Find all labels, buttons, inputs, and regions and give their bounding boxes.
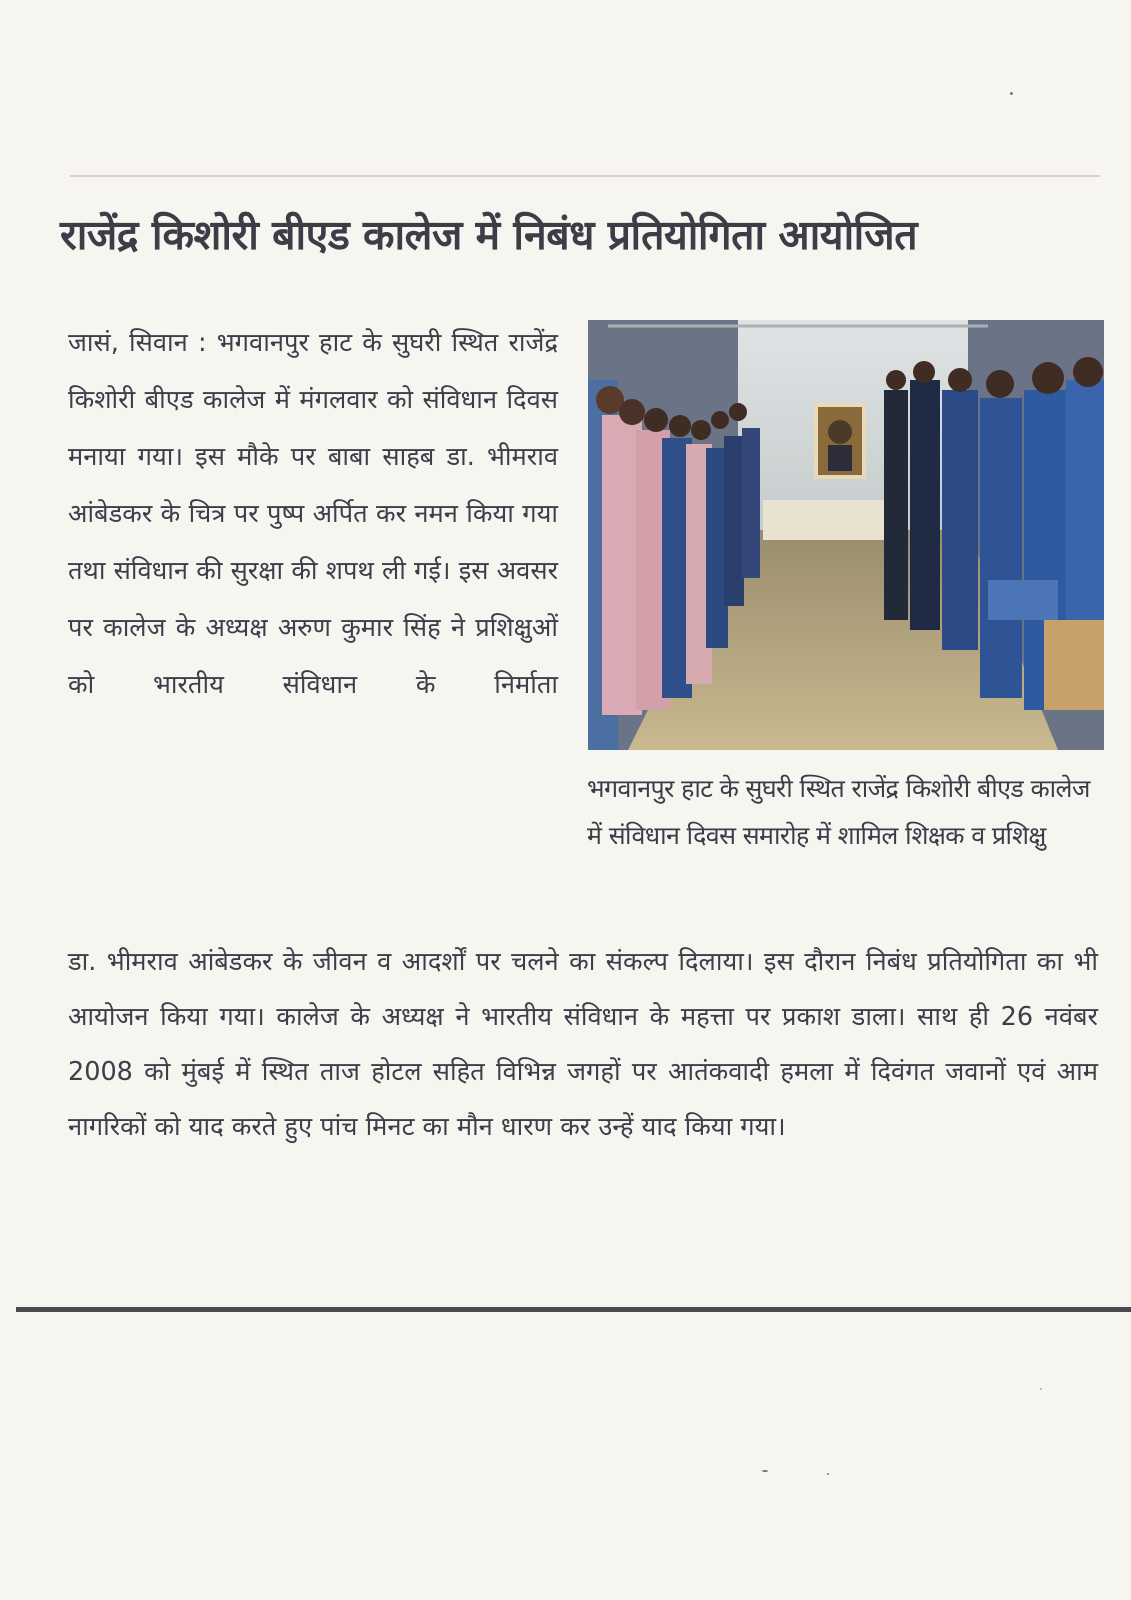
bottom-divider [16, 1307, 1131, 1312]
photo-illustration [588, 320, 1104, 750]
scan-speck [827, 1473, 829, 1475]
lead-paragraph: जासं, सिवान : भगवानपुर हाट के सुघरी स्थित राजेंद्र किशोरी बीएड कालेज में मंगलवार को संविधान दिवस मनाया गया। इस मौके पर बाबा साहब डा. भीमराव आंबेडकर के चित्र पर पुष्प अर्पित कर नमन किया गया तथा संविधान की सुरक्षा की शपथ ली गई। इस अवसर पर कालेज के अध्यक्ष अरुण कुमार सिंह ने प्रशिक्षुओं को भारतीय संविधान के निर्माता [68, 328, 558, 700]
top-divider [70, 175, 1100, 177]
photo-caption: भगवानपुर हाट के सुघरी स्थित राजेंद्र किशोरी बीएड कालेज में संविधान दिवस समारोह में शामिल शिक्षक व प्रशिक्षु [587, 774, 1090, 850]
article-headline: राजेंद्र किशोरी बीएड कालेज में निबंध प्रतियोगिता आयोजित [60, 211, 918, 259]
continuation-column [68, 935, 1098, 1155]
scan-speck [762, 1470, 768, 1472]
continuation-paragraph: डा. भीमराव आंबेडकर के जीवन व आदर्शों पर चलने का संकल्प दिलाया। इस दौरान निबंध प्रतियोगिता का भी आयोजन किया गया। कालेज के अध्यक्ष ने भारतीय संविधान के महत्ता पर प्रकाश डाला। साथ ही 26 नवंबर 2008 को मुंबई में स्थित ताज होटल सहित विभिन्न जगहों पर आतंकवादी हमला में दिवंगत जवानों एवं आम नागरिकों को याद करते हुए पांच मिनट का मौन धारण कर उन्हें याद किया गया। [68, 947, 1098, 1142]
scan-speck [1010, 92, 1013, 95]
table [763, 500, 893, 540]
lead-column [68, 315, 558, 714]
scan-speck [1040, 1388, 1042, 1390]
news-photo [588, 320, 1104, 750]
